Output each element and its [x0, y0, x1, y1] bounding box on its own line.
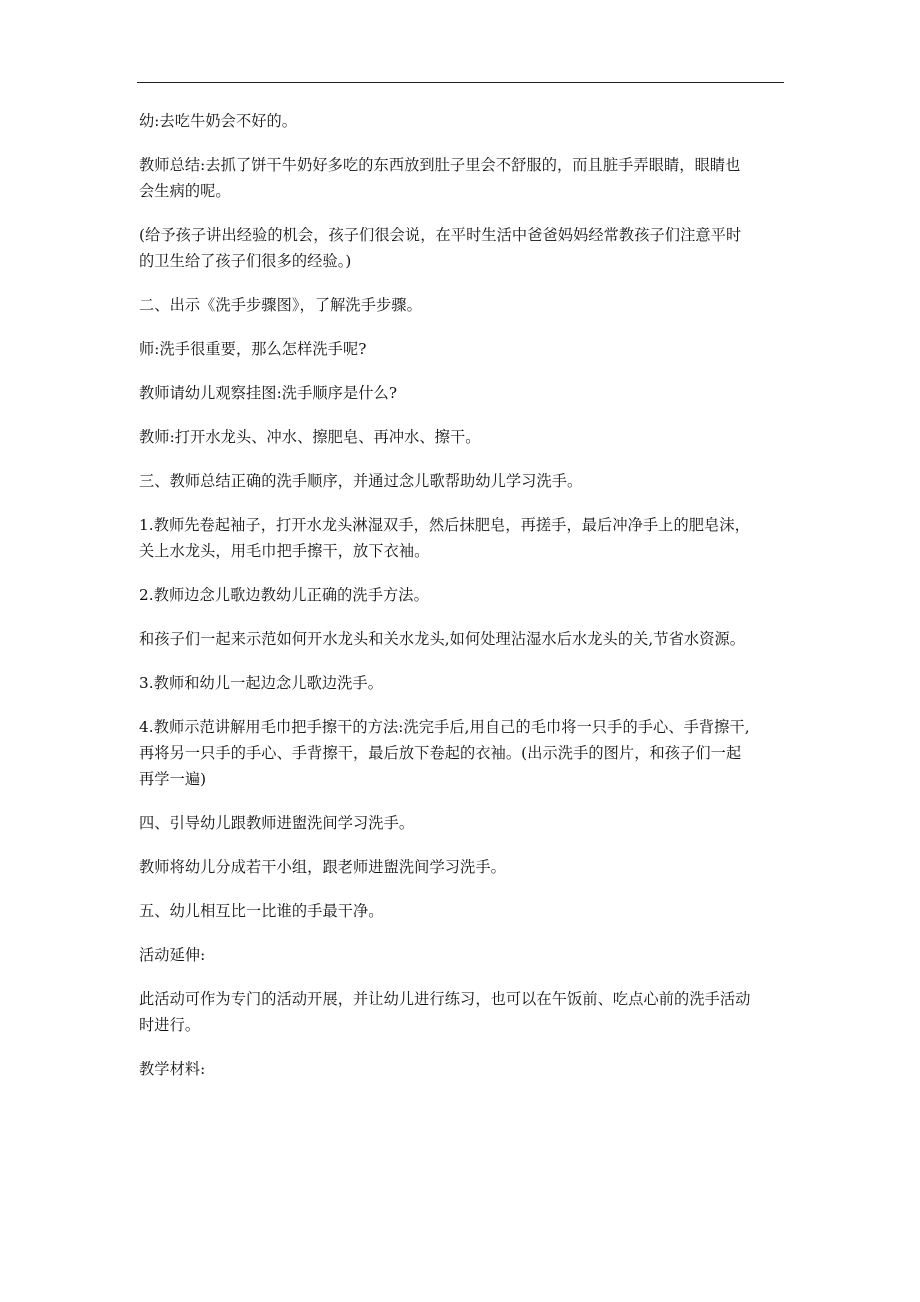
paragraph: 此活动可作为专门的活动开展，并让幼儿进行练习，也可以在午饭前、吃点心前的洗手活动 时进行。 [139, 990, 751, 1034]
document-body [139, 108, 784, 1100]
header-rule [137, 82, 784, 83]
subheading: 教学材料: [139, 1060, 206, 1078]
paragraph: 师:洗手很重要，那么怎样洗手呢? [139, 340, 367, 358]
list-item: 2.教师边念儿歌边教幼儿正确的洗手方法。 [139, 586, 429, 604]
section-heading: 二、出示《洗手步骤图》，了解洗手步骤。 [139, 296, 422, 314]
subheading: 活动延伸: [139, 946, 206, 964]
paragraph: 和孩子们一起来示范如何开水龙头和关水龙头,如何处理沾湿水后水龙头的关,节省水资源。 [139, 630, 746, 648]
paragraph: (给予孩子讲出经验的机会，孩子们很会说，在平时生活中爸爸妈妈经常教孩子们注意平时 的卫生给了孩子们很多的经验。) [139, 226, 742, 270]
section-heading: 五、幼儿相互比一比谁的手最干净。 [139, 902, 384, 920]
paragraph: 教师:打开水龙头、冲水、擦肥皂、再冲水、擦干。 [139, 428, 481, 446]
section-heading: 三、教师总结正确的洗手顺序，并通过念儿歌帮助幼儿学习洗手。 [139, 472, 583, 490]
list-item: 1.教师先卷起袖子，打开水龙头淋湿双手，然后抹肥皂，再搓手，最后冲净手上的肥皂沫， 关上水龙头，用毛巾把手擦干，放下衣袖。 [139, 516, 750, 560]
list-item: 3.教师和幼儿一起边念儿歌边洗手。 [139, 674, 384, 692]
paragraph: 幼:去吃牛奶会不好的。 [139, 112, 298, 130]
list-item: 4.教师示范讲解用毛巾把手擦干的方法:洗完手后,用自己的毛巾将一只手的手心、手背擦干, 再将另一只手的手心、手背擦干，最后放下卷起的衣袖。(出示洗手的图片，和孩子们一起 再学一遍) [139, 718, 750, 788]
paragraph: 教师总结:去抓了饼干牛奶好多吃的东西放到肚子里会不舒服的，而且脏手弄眼睛，眼睛也 会生病的呢。 [139, 156, 741, 200]
paragraph: 教师请幼儿观察挂图:洗手顺序是什么? [139, 384, 398, 402]
paragraph: 教师将幼儿分成若干小组，跟老师进盥洗间学习洗手。 [139, 858, 506, 876]
section-heading: 四、引导幼儿跟教师进盥洗间学习洗手。 [139, 814, 415, 832]
